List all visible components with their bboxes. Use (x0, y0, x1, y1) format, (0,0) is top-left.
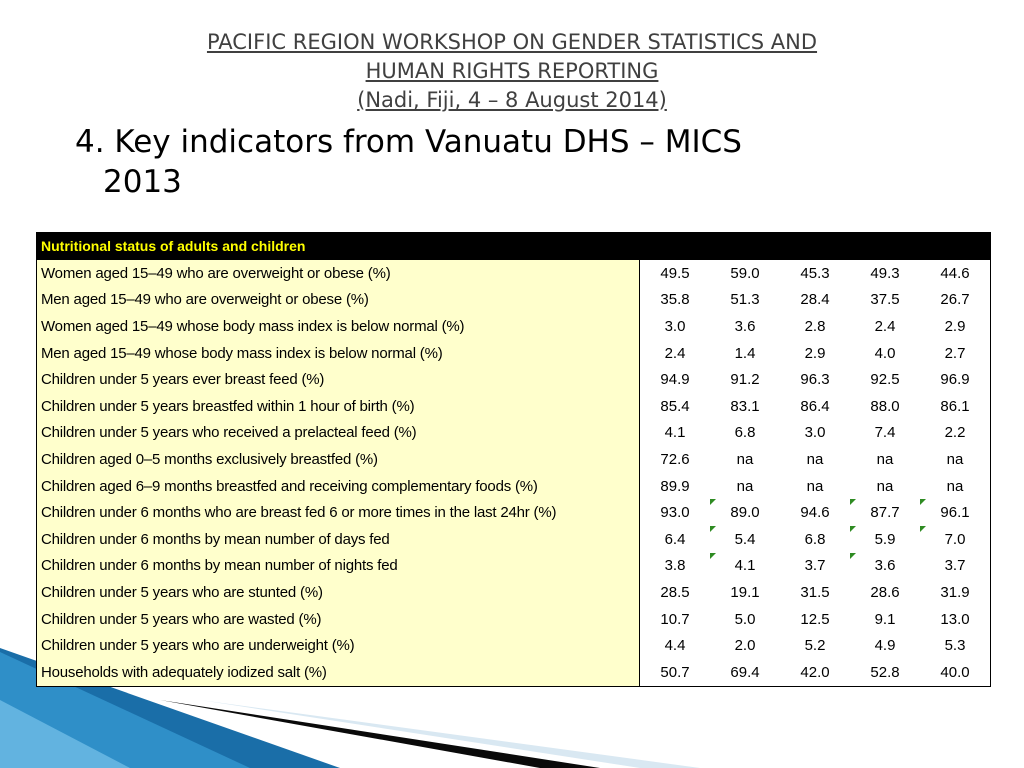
value-cell (920, 366, 991, 393)
value-text: 3.6 (734, 317, 756, 335)
value-text: 26.7 (940, 291, 970, 309)
value-cell (780, 366, 850, 393)
value-text: 52.8 (870, 663, 900, 681)
value-cell (640, 473, 711, 500)
value-text: 31.5 (800, 583, 830, 601)
value-cell (850, 366, 920, 393)
value-cell (710, 446, 780, 473)
value-text: 3.7 (804, 557, 826, 575)
value-text: na (876, 450, 894, 468)
value-cell (920, 499, 991, 526)
value-cell (780, 499, 850, 526)
value-text: 49.5 (660, 264, 690, 282)
value-text: 89.9 (660, 477, 690, 495)
value-cell (850, 473, 920, 500)
value-cell (780, 526, 850, 553)
indicator-label: Children under 5 years who are wasted (%) (37, 606, 640, 633)
value-cell (780, 553, 850, 580)
cell-flag-icon (920, 499, 926, 505)
value-text: 3.0 (804, 424, 826, 442)
cell-flag-icon (850, 499, 856, 505)
value-cell (780, 473, 850, 500)
value-text: 40.0 (940, 663, 970, 681)
value-cell (850, 606, 920, 633)
value-text: 3.8 (664, 557, 686, 575)
value-cell (920, 553, 991, 580)
slide-title (75, 122, 975, 202)
value-text: 5.0 (734, 610, 756, 628)
value-cell (850, 420, 920, 447)
value-cell (710, 553, 780, 580)
value-cell (640, 340, 711, 367)
table-row (37, 579, 991, 606)
value-cell (850, 446, 920, 473)
value-text: 5.3 (944, 637, 966, 655)
value-text: 28.5 (660, 583, 690, 601)
value-text: 5.9 (874, 530, 896, 548)
value-cell (850, 659, 920, 686)
value-text: 13.0 (940, 610, 970, 628)
cell-flag-icon (920, 526, 926, 532)
value-cell (850, 340, 920, 367)
value-cell (920, 446, 991, 473)
value-cell (710, 287, 780, 314)
indicator-label: Children under 6 months who are breast fed 6 or more times in the last 24hr (%) (37, 499, 640, 526)
value-cell (710, 499, 780, 526)
indicator-label: Women aged 15–49 whose body mass index is below normal (%) (37, 313, 640, 340)
value-text: na (736, 477, 754, 495)
value-text: 94.6 (800, 504, 830, 522)
value-text: 2.9 (804, 344, 826, 362)
value-text: 42.0 (800, 663, 830, 681)
value-cell (710, 393, 780, 420)
value-text: 44.6 (940, 264, 970, 282)
value-cell (850, 632, 920, 659)
value-text: 2.0 (734, 637, 756, 655)
value-cell (640, 260, 711, 287)
value-text: 49.3 (870, 264, 900, 282)
value-text: 2.9 (944, 317, 966, 335)
table-row (37, 260, 991, 287)
value-text: 4.0 (874, 344, 896, 362)
value-text: 51.3 (730, 291, 760, 309)
value-cell (920, 340, 991, 367)
indicator-label: Men aged 15–49 whose body mass index is below normal (%) (37, 340, 640, 367)
value-cell (920, 632, 991, 659)
value-cell (710, 579, 780, 606)
value-cell (920, 473, 991, 500)
value-text: 59.0 (730, 264, 760, 282)
cell-flag-icon (710, 526, 716, 532)
header-line-2: HUMAN RIGHTS REPORTING (365, 59, 659, 83)
value-cell (710, 260, 780, 287)
value-text: 85.4 (660, 397, 690, 415)
value-cell (920, 659, 991, 686)
value-text: 69.4 (730, 663, 760, 681)
value-text: 91.2 (730, 371, 760, 389)
value-text: 2.4 (664, 344, 686, 362)
value-cell (920, 606, 991, 633)
value-text: 96.9 (940, 371, 970, 389)
indicator-label: Children under 5 years ever breast feed (%) (37, 366, 640, 393)
value-cell (640, 287, 711, 314)
value-text: 6.8 (734, 424, 756, 442)
value-cell (710, 340, 780, 367)
value-cell (850, 553, 920, 580)
value-text: 5.4 (734, 530, 756, 548)
table-row (37, 340, 991, 367)
table-row (37, 287, 991, 314)
value-text: 87.7 (870, 504, 900, 522)
value-text: 6.4 (664, 530, 686, 548)
value-cell (850, 499, 920, 526)
value-text: na (946, 450, 964, 468)
indicator-label: Households with adequately iodized salt (%) (37, 659, 640, 686)
value-text: 2.2 (944, 424, 966, 442)
table-row (37, 473, 991, 500)
cell-flag-icon (850, 553, 856, 559)
table-row (37, 393, 991, 420)
value-cell (780, 393, 850, 420)
value-cell (850, 579, 920, 606)
value-text: 3.7 (944, 557, 966, 575)
value-cell (780, 659, 850, 686)
value-text: 3.6 (874, 557, 896, 575)
value-cell (710, 313, 780, 340)
value-cell (920, 313, 991, 340)
value-cell (640, 446, 711, 473)
value-text: 1.4 (734, 344, 756, 362)
value-cell (710, 473, 780, 500)
value-cell (640, 526, 711, 553)
value-text: 92.5 (870, 371, 900, 389)
value-text: 10.7 (660, 610, 690, 628)
value-cell (850, 313, 920, 340)
indicator-label: Children under 5 years who are underweight (%) (37, 632, 640, 659)
value-text: 72.6 (660, 450, 690, 468)
value-text: na (806, 450, 824, 468)
value-text: 5.2 (804, 637, 826, 655)
table-row (37, 553, 991, 580)
value-cell (710, 366, 780, 393)
value-text: na (946, 477, 964, 495)
value-text: 7.0 (944, 530, 966, 548)
value-cell (640, 313, 711, 340)
value-text: 4.1 (664, 424, 686, 442)
value-cell (780, 446, 850, 473)
value-cell (920, 526, 991, 553)
value-cell (640, 579, 711, 606)
value-text: 35.8 (660, 291, 690, 309)
value-text: 4.1 (734, 557, 756, 575)
cell-flag-icon (710, 553, 716, 559)
value-cell (710, 526, 780, 553)
value-text: 86.4 (800, 397, 830, 415)
value-cell (850, 393, 920, 420)
slide-title-line-1: 4. Key indicators from Vanuatu DHS – MICS (75, 124, 742, 160)
table-title-row (37, 233, 991, 260)
value-cell (920, 420, 991, 447)
cell-flag-icon (850, 526, 856, 532)
value-text: 96.3 (800, 371, 830, 389)
indicator-label: Children under 5 years who are stunted (%) (37, 579, 640, 606)
value-text: 94.9 (660, 371, 690, 389)
value-text: 45.3 (800, 264, 830, 282)
value-text: na (806, 477, 824, 495)
value-cell (920, 287, 991, 314)
value-cell (640, 632, 711, 659)
value-cell (780, 579, 850, 606)
value-cell (780, 260, 850, 287)
indicator-label: Children under 6 months by mean number of days fed (37, 526, 640, 553)
indicators-table (36, 232, 991, 687)
value-cell (920, 260, 991, 287)
indicator-label: Children under 5 years who received a prelacteal feed (%) (37, 420, 640, 447)
value-cell (640, 420, 711, 447)
value-text: 37.5 (870, 291, 900, 309)
value-cell (640, 659, 711, 686)
value-text: 6.8 (804, 530, 826, 548)
indicator-label: Men aged 15–49 who are overweight or obese (%) (37, 287, 640, 314)
table-row (37, 526, 991, 553)
value-text: 2.7 (944, 344, 966, 362)
value-text: 28.6 (870, 583, 900, 601)
value-cell (780, 606, 850, 633)
value-cell (640, 606, 711, 633)
indicator-label: Women aged 15–49 who are overweight or obese (%) (37, 260, 640, 287)
value-cell (850, 526, 920, 553)
value-cell (780, 287, 850, 314)
value-text: 89.0 (730, 504, 760, 522)
value-text: 86.1 (940, 397, 970, 415)
table-title: Nutritional status of adults and children (37, 233, 991, 260)
value-cell (780, 420, 850, 447)
value-cell (850, 287, 920, 314)
table-row (37, 366, 991, 393)
value-text: 28.4 (800, 291, 830, 309)
value-cell (780, 632, 850, 659)
indicator-label: Children under 6 months by mean number of nights fed (37, 553, 640, 580)
value-cell (640, 366, 711, 393)
value-text: 88.0 (870, 397, 900, 415)
value-cell (710, 606, 780, 633)
table-row (37, 606, 991, 633)
value-text: 31.9 (940, 583, 970, 601)
value-text: 2.8 (804, 317, 826, 335)
value-text: na (736, 450, 754, 468)
value-text: 3.0 (664, 317, 686, 335)
slide-title-line-2: 2013 (103, 164, 182, 200)
value-cell (710, 420, 780, 447)
value-text: 83.1 (730, 397, 760, 415)
value-text: 4.9 (874, 637, 896, 655)
header-line-1: PACIFIC REGION WORKSHOP ON GENDER STATISTICS AND (206, 30, 818, 54)
value-cell (640, 553, 711, 580)
value-text: 19.1 (730, 583, 760, 601)
indicator-label: Children under 5 years breastfed within 1 hour of birth (%) (37, 393, 640, 420)
value-cell (920, 393, 991, 420)
table-row (37, 659, 991, 686)
value-cell (850, 260, 920, 287)
value-cell (710, 659, 780, 686)
table-row (37, 499, 991, 526)
value-cell (640, 499, 711, 526)
value-text: 7.4 (874, 424, 896, 442)
table-row (37, 632, 991, 659)
value-text: 50.7 (660, 663, 690, 681)
indicator-label: Children aged 0–5 months exclusively breastfed (%) (37, 446, 640, 473)
header-line-3: (Nadi, Fiji, 4 – 8 August 2014) (357, 88, 667, 112)
value-text: 96.1 (940, 504, 970, 522)
value-cell (780, 340, 850, 367)
value-text: 2.4 (874, 317, 896, 335)
workshop-header (0, 28, 1024, 115)
value-text: 93.0 (660, 504, 690, 522)
value-cell (780, 313, 850, 340)
value-cell (920, 579, 991, 606)
value-text: 9.1 (874, 610, 896, 628)
indicator-label: Children aged 6–9 months breastfed and receiving complementary foods (%) (37, 473, 640, 500)
cell-flag-icon (710, 499, 716, 505)
value-cell (710, 632, 780, 659)
value-text: 12.5 (800, 610, 830, 628)
value-text: na (876, 477, 894, 495)
value-cell (640, 393, 711, 420)
table-row (37, 420, 991, 447)
table-row (37, 446, 991, 473)
value-text: 4.4 (664, 637, 686, 655)
table-row (37, 313, 991, 340)
